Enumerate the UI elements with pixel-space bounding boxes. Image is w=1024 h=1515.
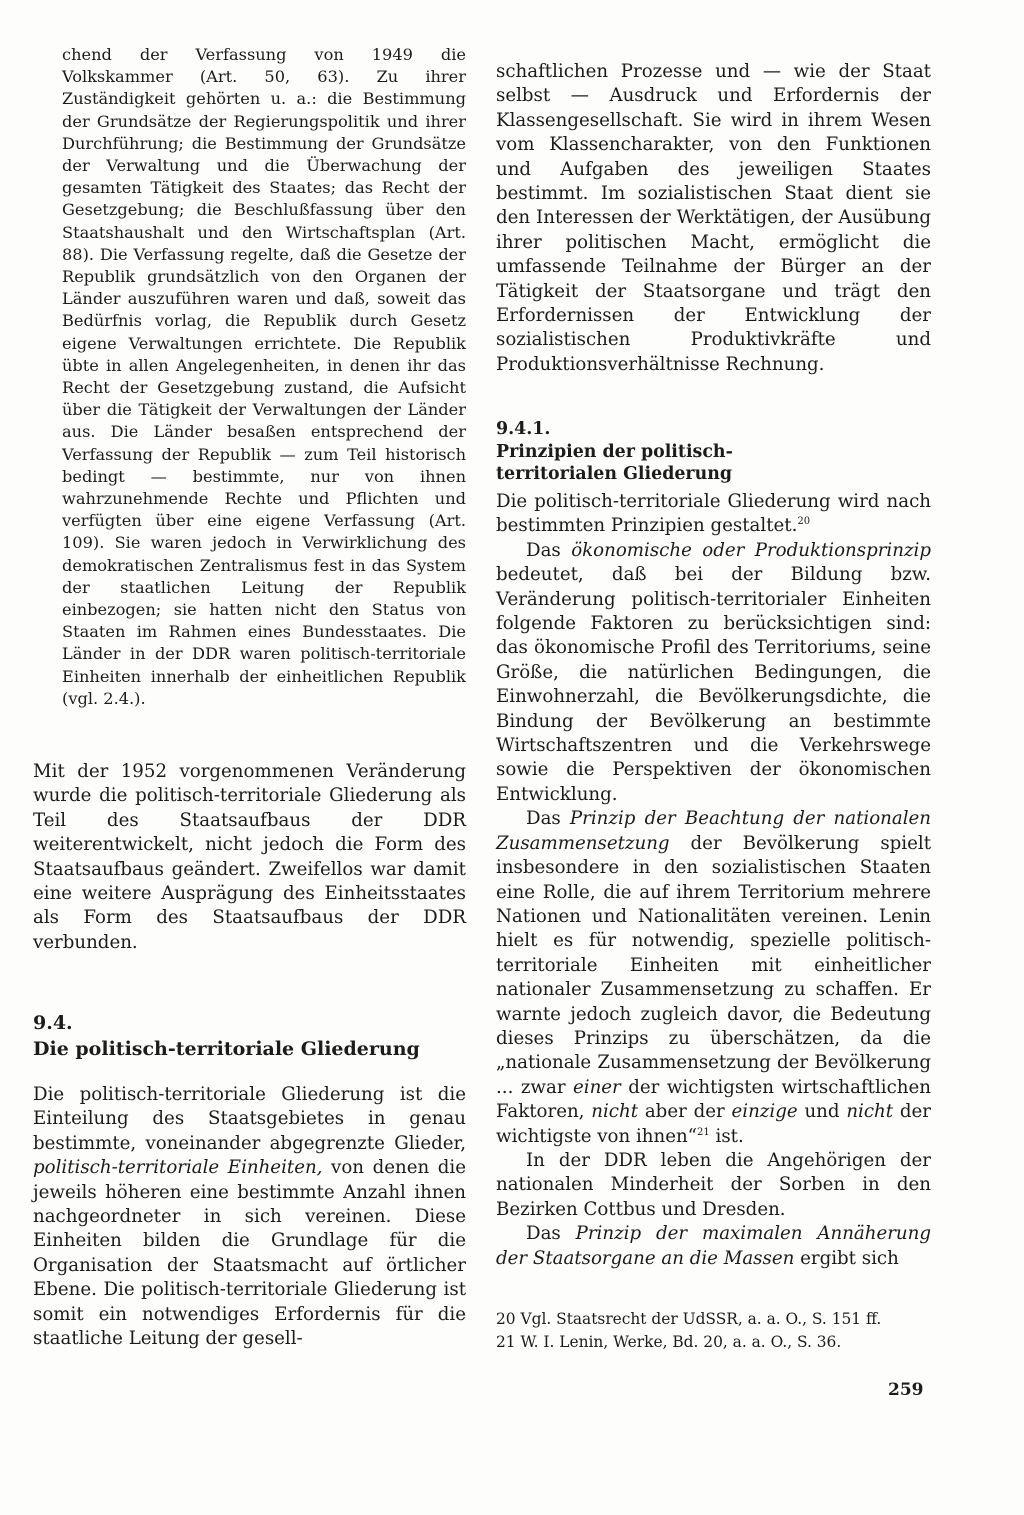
- body-text: chend der Verfassung von 1949 die Volkskammer (Art. 50, 63). Zu ihrer Zuständigkeit gehörten u. a.: die Bestimmung der Grundsätze der Regierungspolitik und ihrer Durchführung; die Bestimmung der Grundsätze der Verwaltung und die Überwachung der gesamten Tätigkeit des Staates; das Recht der Gesetzgebung; die Beschlußfassung über den Staatshaushalt und den Wirtschaftsplan (Art. 88). Die Verfassung regelte, daß die Gesetze der Republik grundsätzlich von den Organen der Länder auszuführen waren und daß, soweit das Bedürfnis vorlag, die Republik durch Gesetz eigene Verwaltungen errichtete. Die Republik übte in allen Angelegenheiten, in denen ihr das Recht der Gesetzgebung zustand, die Aufsicht über die Tätigkeit der Verwaltungen der Länder aus. Die Länder besaßen entsprechend der Verfassung der Republik — zum Teil historisch bedingt — bestimmte, nur von ihnen wahrzunehmende Rechte und Pflichten und verfügten über eine eigene Verfassung (Art. 109). Sie waren jedoch in Verwirklichung des demokratischen Zentralismus fest in das System der staatlichen Leitung der Republik einbezogen; sie hatten nicht den Status von Staaten im Rahmen eines Bundesstaates. Die Länder in der DDR waren politisch-territoriale Einheiten innerhalb der einheitlichen Republik (vgl. 2.4.).: [62, 45, 466, 708]
- body-text: schaftlichen Prozesse und — wie der Staat selbst — Ausdruck und Erfordernis der Klassengesellschaft. Sie wird in ihrem Wesen vom Klassencharakter, von den Funktionen und Aufgaben des jeweiligen Staates bestimmt. Im sozialistischen Staat dient sie den Interessen der Werktätigen, der Ausübung ihrer politischen Macht, ermöglicht die umfassende Teilnahme der Bürger an der Tätigkeit der Staatsorgane und trägt den Erfordernissen der Entwicklung der sozialistischen Produktivkräfte und Produktionsverhältnisse Rechnung.: [496, 61, 931, 375]
- body-text: Mit der 1952 vorgenommenen Veränderung wurde die politisch-territoriale Gliederung als Teil des Staatsaufbaus der DDR weiterentwickelt, nicht jedoch die Form des Staatsaufbaus geändert. Zweifellos war damit eine weitere Ausprägung des Einheitsstaates als Form des Staatsaufbaus der DDR verbunden.: [33, 761, 466, 953]
- paragraph-sorbs: In der DDR leben die Angehörigen der nationalen Minderheit der Sorben in den Bezirken Cottbus und Dresden.: [496, 1149, 931, 1220]
- footnote-21: 21 W. I. Lenin, Werke, Bd. 20, a. a. O., S. 36.: [496, 1333, 842, 1351]
- footnote-ref-20: 20: [797, 516, 811, 528]
- body-text: Die politisch-territoriale Gliederung ist die Einteilung des Staatsgebietes in genau bestimmte, voneinander abgegrenzte Glieder, politisch-territoriale Einheiten, von denen die jeweils höheren eine bestimmte Anzahl ihnen nachgeordneter in sich vereinen. Diese Einheiten bilden die Grundlage für die Organisation der Staatsmacht auf örtlicher Ebene. Die politisch-territoriale Gliederung ist somit ein notwendiges Erfordernis für die staatliche Leitung der gesell-: [33, 1084, 466, 1350]
- left-paragraph-1952: [33, 760, 466, 955]
- footnotes: [496, 1308, 931, 1354]
- paragraph-national-principle: Das Prinzip der Beachtung der nationalen Zusammensetzung der Bevölkerung spielt insbesondere in den sozialistischen Staaten eine Rolle, die auf ihrem Territorium mehrere Nationen und Nationalitäten vereinen. Lenin hielt es für notwendig, spezielle politisch-territoriale Einheiten mit einheitlicher nationaler Zusammensetzung zu schaffen. Er warnte jedoch zugleich davor, die Bedeutung dieses Prinzips zu überschätzen, da die „nationale Zusammensetzung der Bevölkerung ... zwar einer der wichtigsten wirtschaftlichen Faktoren, nicht aber der einzige und nicht der wichtigste von ihnen“$^{21}$ ist.: [496, 808, 931, 1147]
- section-title: Die politisch-territoriale Gliederung: [33, 1038, 420, 1060]
- paragraph-principles: Die politisch-territoriale Gliederung wird nach bestimmten Prinzipien gestaltet.$^{20}$: [496, 491, 931, 537]
- section-title-line-1: Prinzipien der politisch-: [496, 441, 733, 462]
- section-number: 9.4.: [33, 1012, 73, 1034]
- section-number: 9.4.1.: [496, 419, 551, 439]
- paragraph-approximation-principle: Das Prinzip der maximalen Annäherung der Staatsorgane an die Massen ergibt sich: [496, 1223, 931, 1269]
- section-heading-9-4: [33, 1010, 466, 1062]
- footnote-ref-21: 21: [696, 1126, 710, 1138]
- section-heading-9-4-1: [496, 418, 931, 486]
- left-continuation-paragraph: [62, 44, 466, 710]
- right-continuation-paragraph: [496, 60, 931, 377]
- page-number: 259: [888, 1380, 924, 1400]
- paragraph-economic-principle: Das ökonomische oder Produktionsprinzip bedeutet, daß bei der Bildung bzw. Veränderung politisch-territorialer Einheiten folgende Faktoren zu berücksichtigen sind: das ökonomische Profil des Territoriums, seine Größe, die natürlichen Bedingungen, die Einwohnerzahl, die Bevölkerungsdichte, die Bindung der Bevölkerung an bestimmte Wirtschaftszentren und die Verkehrswege sowie die Perspektiven der ökonomischen Entwicklung.: [496, 539, 932, 805]
- section-9-4-body: [33, 1083, 466, 1351]
- footnote-20: 20 Vgl. Staatsrecht der UdSSR, a. a. O., S. 151 ff.: [496, 1310, 882, 1328]
- section-title-line-2: territorialen Gliederung: [496, 464, 733, 484]
- section-9-4-1-body: [496, 490, 931, 1271]
